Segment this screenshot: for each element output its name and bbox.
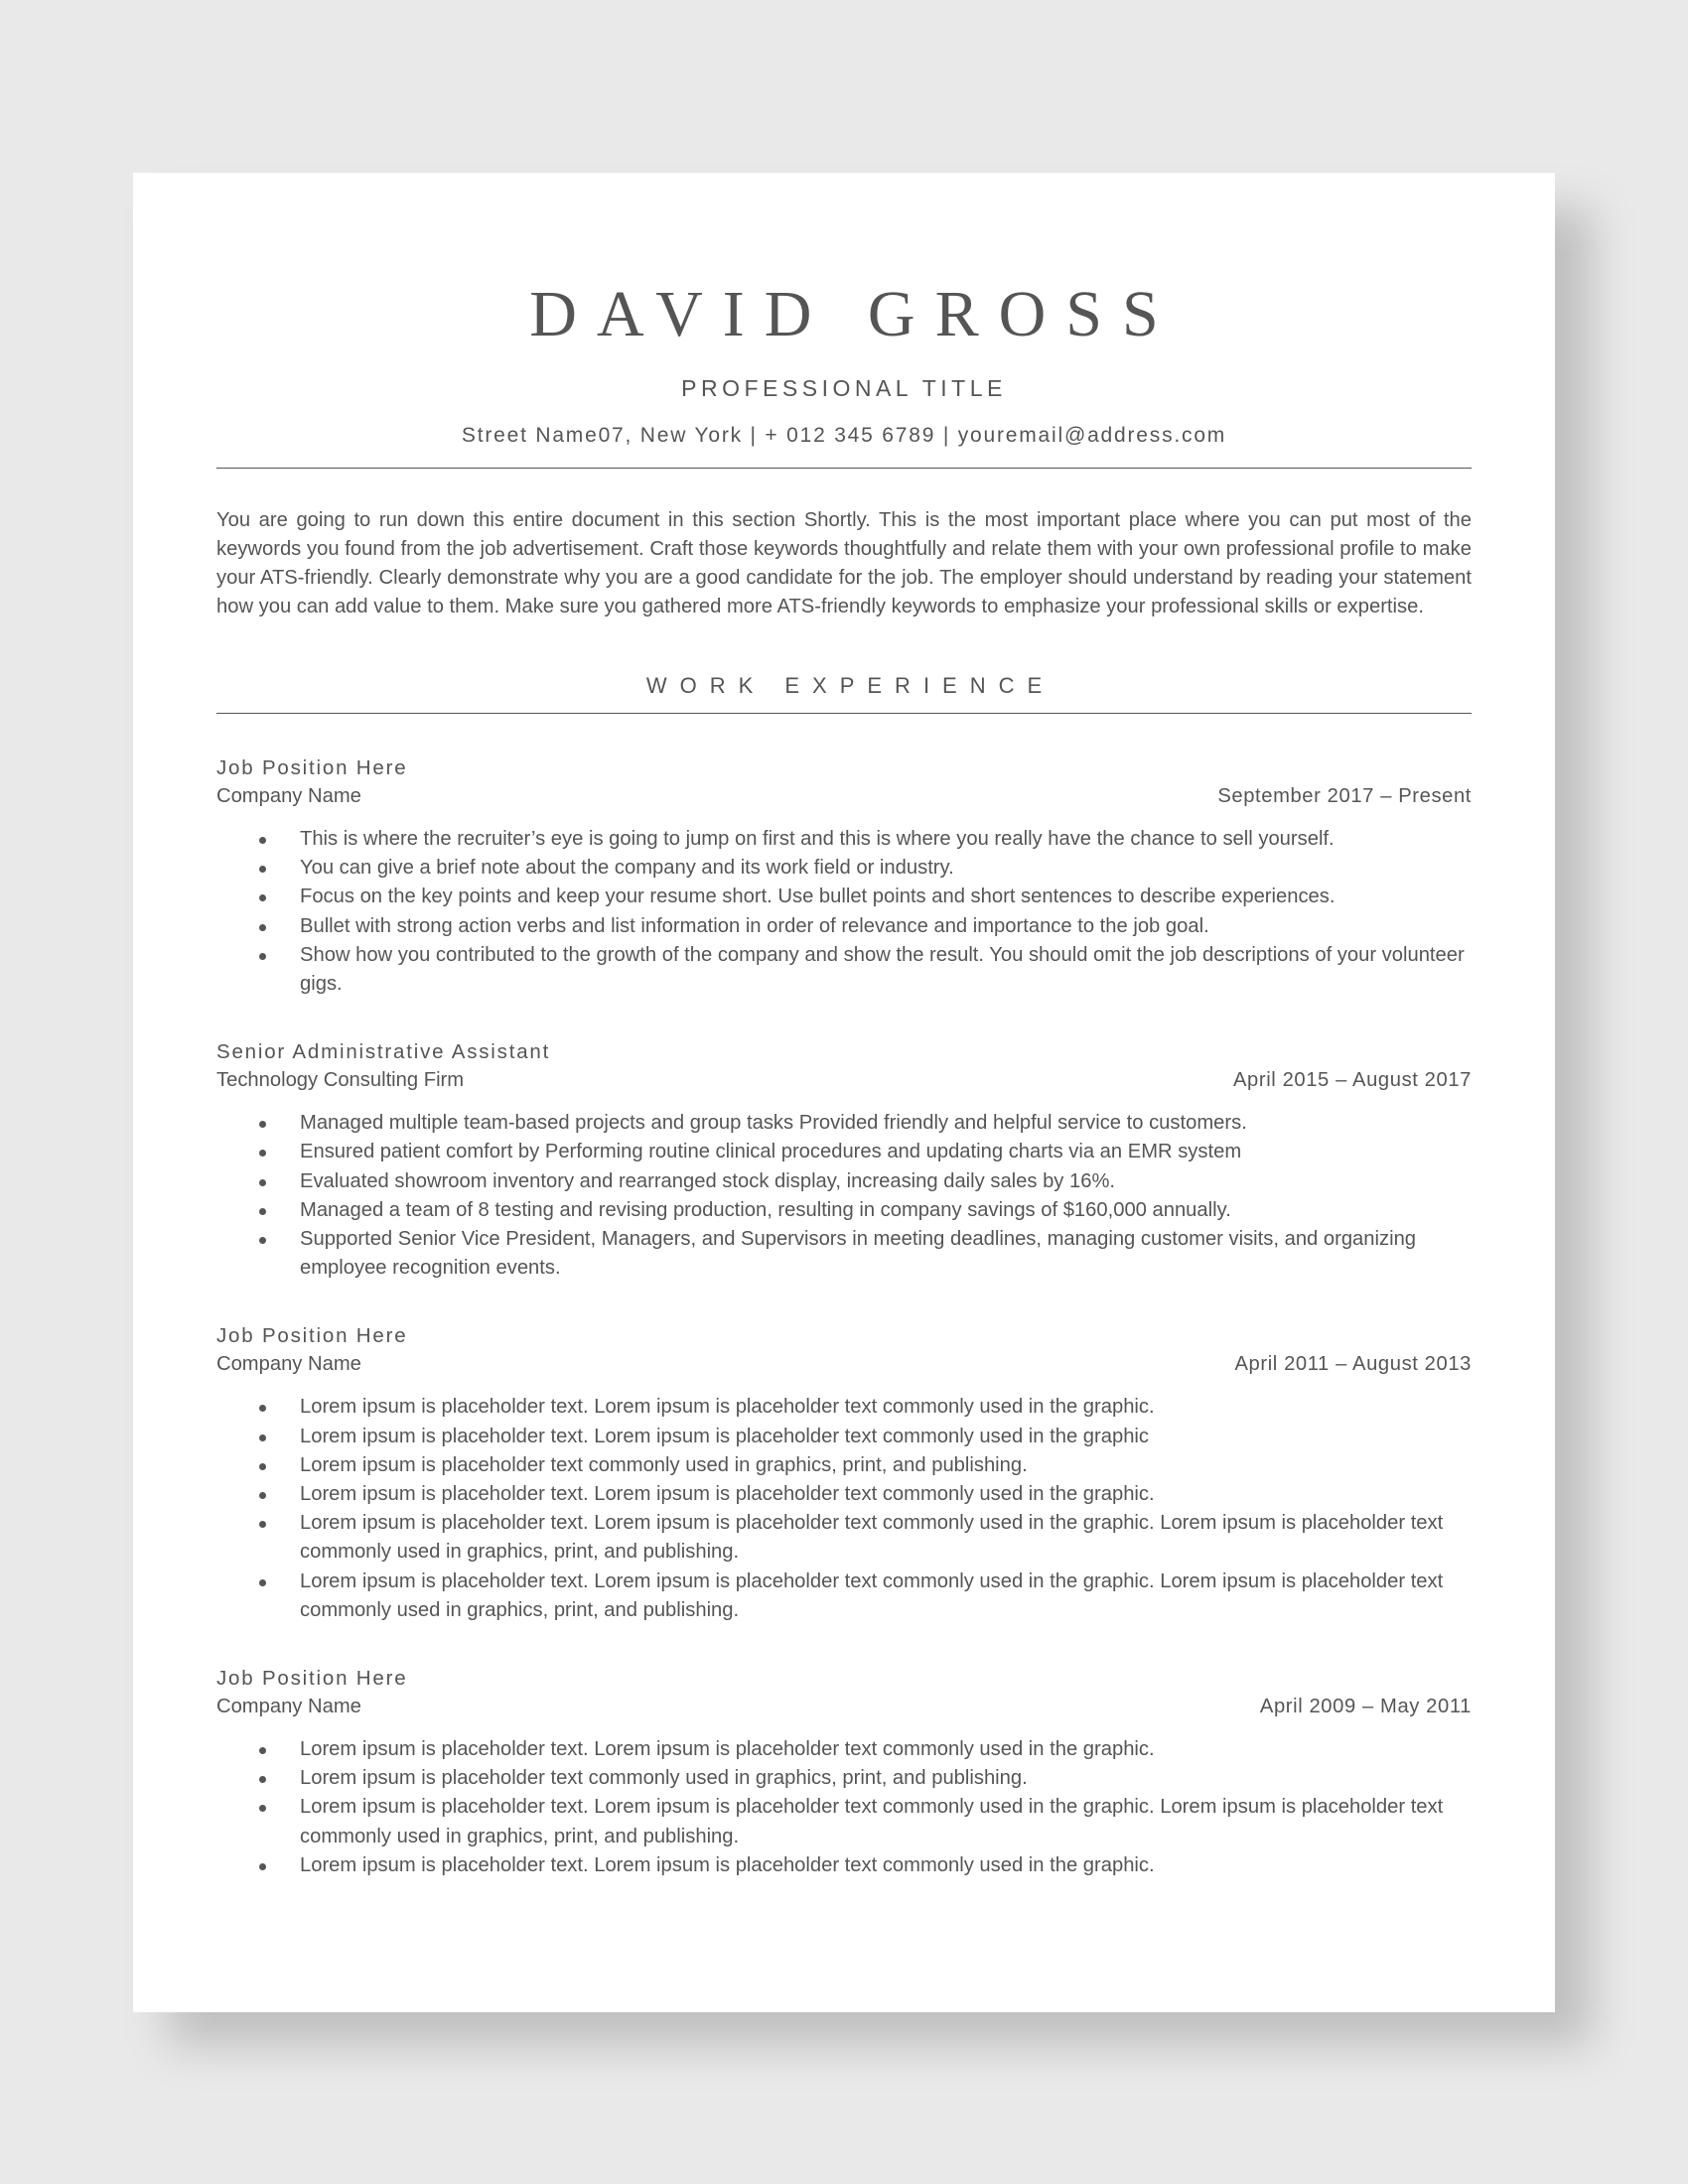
job-bullet-list xyxy=(216,825,1472,999)
section-divider xyxy=(216,713,1472,714)
company-name: Technology Consulting Firm xyxy=(216,1069,465,1092)
resume-page xyxy=(133,173,1555,2012)
job-bullet: Lorem ipsum is placeholder text. Lorem ipsum is placeholder text commonly used in the graphic. xyxy=(300,1393,1472,1422)
job-bullet: Focus on the key points and keep your resume short. Use bullet points and short sentences to describe experiences. xyxy=(300,883,1472,911)
company-name: Company Name xyxy=(216,1353,361,1376)
job-bullet: This is where the recruiter’s eye is going to jump on first and this is where you really have the chance to sell yourself. xyxy=(300,825,1472,854)
job-list xyxy=(216,754,1472,1880)
header-divider xyxy=(216,468,1472,469)
candidate-name: DAVID GROSS xyxy=(529,278,1179,350)
job-bullet: You can give a brief note about the company and its work field or industry. xyxy=(300,854,1472,883)
job-meta-row xyxy=(216,782,1472,811)
job-entry xyxy=(216,1038,1472,1283)
job-bullet: Show how you contributed to the growth of the company and show the result. You should omit the job descriptions of your volunteer gigs. xyxy=(300,941,1472,999)
job-position: Senior Administrative Assistant xyxy=(216,1040,551,1064)
job-bullet: Lorem ipsum is placeholder text. Lorem ipsum is placeholder text commonly used in the graphic. Lorem ipsum is placeholder text commonly used in graphics, print, and publishing. xyxy=(300,1568,1472,1625)
job-bullet: Bullet with strong action verbs and list information in order of relevance and importance to the job goal. xyxy=(300,912,1472,941)
job-dates: April 2011 – August 2013 xyxy=(1234,1353,1472,1376)
professional-title: PROFESSIONAL TITLE xyxy=(681,375,1007,401)
job-bullet-list xyxy=(216,1735,1472,1880)
job-bullet: Ensured patient comfort by Performing routine clinical procedures and updating charts via an EMR system xyxy=(300,1138,1472,1166)
job-bullet: Lorem ipsum is placeholder text. Lorem ipsum is placeholder text commonly used in the graphic. xyxy=(300,1851,1472,1880)
job-bullet: Managed multiple team-based projects and group tasks Provided friendly and helpful service to customers. xyxy=(300,1109,1472,1138)
job-bullet: Lorem ipsum is placeholder text. Lorem ipsum is placeholder text commonly used in the graphic. Lorem ipsum is placeholder text commonly used in graphics, print, and publishing. xyxy=(300,1793,1472,1850)
job-bullet: Lorem ipsum is placeholder text. Lorem ipsum is placeholder text commonly used in the graphic xyxy=(300,1423,1472,1451)
job-entry xyxy=(216,1665,1472,1880)
company-name: Company Name xyxy=(216,785,361,807)
job-position: Job Position Here xyxy=(216,1324,408,1348)
job-position: Job Position Here xyxy=(216,1667,408,1691)
job-meta-row xyxy=(216,1350,1472,1379)
job-bullet: Lorem ipsum is placeholder text commonly used in graphics, print, and publishing. xyxy=(300,1764,1472,1793)
contact-line: Street Name07, New York | + 012 345 6789 | youremail@address.com xyxy=(461,424,1227,447)
job-dates: April 2015 – August 2017 xyxy=(1232,1069,1472,1092)
job-bullet: Lorem ipsum is placeholder text. Lorem ipsum is placeholder text commonly used in the graphic. Lorem ipsum is placeholder text commonly used in graphics, print, and publishing. xyxy=(300,1509,1472,1567)
job-entry xyxy=(216,1322,1472,1625)
job-meta-row xyxy=(216,1693,1472,1721)
job-bullet-list xyxy=(216,1393,1472,1625)
job-bullet: Lorem ipsum is placeholder text commonly used in graphics, print, and publishing. xyxy=(300,1451,1472,1480)
company-name: Company Name xyxy=(216,1696,361,1718)
job-bullet: Lorem ipsum is placeholder text. Lorem ipsum is placeholder text commonly used in the graphic. xyxy=(300,1735,1472,1764)
job-dates: September 2017 – Present xyxy=(1217,785,1472,807)
job-dates: April 2009 – May 2011 xyxy=(1259,1696,1472,1718)
summary-paragraph: You are going to run down this entire document in this section Shortly. This is the most important place where you can put most of the keywords you found from the job advertisement. Craft those keywords thoughtfully and relate them with your own professional profile to make your ATS-friendly. Clearly demonstrate why you are a good candidate for the job. The employer should understand by reading your statement how you can add value to them. Make sure you gathered more ATS-friendly keywords to emphasize your professional skills or expertise. xyxy=(216,509,1472,617)
job-bullet: Lorem ipsum is placeholder text. Lorem ipsum is placeholder text commonly used in the graphic. xyxy=(300,1480,1472,1509)
job-bullet: Evaluated showroom inventory and rearranged stock display, increasing daily sales by 16%. xyxy=(300,1167,1472,1196)
job-meta-row xyxy=(216,1066,1472,1095)
section-heading-work-experience: WORK EXPERIENCE xyxy=(645,673,1055,698)
job-position: Job Position Here xyxy=(216,756,408,779)
job-bullet-list xyxy=(216,1109,1472,1283)
job-bullet: Managed a team of 8 testing and revising production, resulting in company savings of $160,000 annually. xyxy=(300,1196,1472,1225)
job-bullet: Supported Senior Vice President, Managers, and Supervisors in meeting deadlines, managing customer visits, and organizing employee recognition events. xyxy=(300,1225,1472,1283)
job-entry xyxy=(216,754,1472,999)
